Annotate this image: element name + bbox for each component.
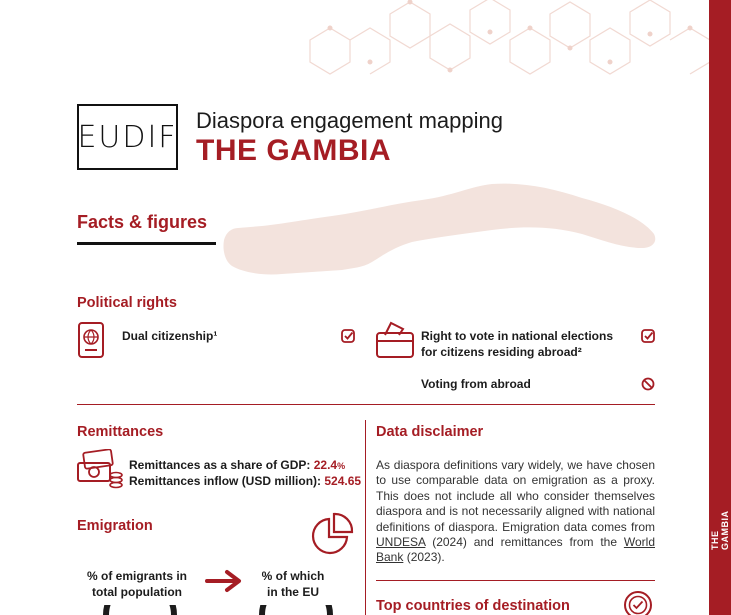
remittance-inflow-value: 524.65 <box>324 474 362 488</box>
verified-badge-icon <box>622 589 654 615</box>
side-band-label: THE GAMBIA <box>710 510 730 550</box>
money-icon <box>76 449 124 489</box>
remittance-gdp-value: 22.4 <box>313 458 338 472</box>
political-rights-heading: Political rights <box>77 295 177 311</box>
not-allowed-icon <box>641 377 655 391</box>
destinations-heading: Top countries of destination <box>376 598 570 614</box>
vote-abroad-label: Right to vote in national elections for citizens residing abroad² <box>421 329 614 359</box>
remittance-inflow-row <box>129 474 361 488</box>
remittance-inflow-label: Remittances inflow (USD million): <box>129 474 322 488</box>
page-title: Diaspora engagement mapping <box>196 108 503 133</box>
hexagon-pattern <box>300 0 710 90</box>
disclaimer-text-part: (2023). <box>403 550 445 565</box>
check-icon <box>341 329 355 343</box>
emigrants-total-label: % of emigrants in total population <box>86 569 187 599</box>
check-icon <box>641 329 655 343</box>
remittances-heading: Remittances <box>77 424 164 440</box>
voting-from-abroad-label: Voting from abroad <box>421 377 531 391</box>
eudif-logo <box>77 104 178 170</box>
pie-chart-icon <box>309 511 355 557</box>
passport-icon <box>77 321 105 359</box>
remittance-gdp-unit: % <box>337 461 346 471</box>
remittance-gdp-label: Remittances as a share of GDP: <box>129 458 311 472</box>
arrow-right-icon <box>205 569 245 593</box>
logo-text: EUDIF <box>77 119 178 155</box>
column-divider <box>365 420 366 615</box>
donut-chart-top-eu <box>256 605 336 615</box>
dual-citizenship-label: Dual citizenship¹ <box>122 329 218 343</box>
emigrants-eu-label: % of which in the EU <box>261 569 325 599</box>
donut-chart-top <box>100 605 180 615</box>
destinations-divider <box>376 580 655 581</box>
facts-underline <box>77 242 216 245</box>
gambia-map <box>222 182 658 282</box>
emigration-heading: Emigration <box>77 518 153 534</box>
disclaimer-text <box>376 458 655 566</box>
country-title: THE GAMBIA <box>196 134 391 167</box>
ballot-box-icon <box>375 319 415 359</box>
disclaimer-text-part: As diaspora definitions vary widely, we have chosen to use comparable data on emigration as a proxy. This does not include all who consider themselves diaspora and is not necessarily aligned with national definitions of diaspora. Emigration data comes from <box>376 458 655 534</box>
facts-heading: Facts & figures <box>77 212 208 232</box>
disclaimer-heading: Data disclaimer <box>376 424 484 440</box>
remittance-gdp-row <box>129 458 345 472</box>
world-bank-link[interactable]: World Bank <box>376 535 655 565</box>
undesa-link[interactable]: UNDESA <box>376 535 426 550</box>
disclaimer-text-part: (2024) and remittances from the <box>425 535 624 550</box>
section-divider <box>77 404 655 405</box>
